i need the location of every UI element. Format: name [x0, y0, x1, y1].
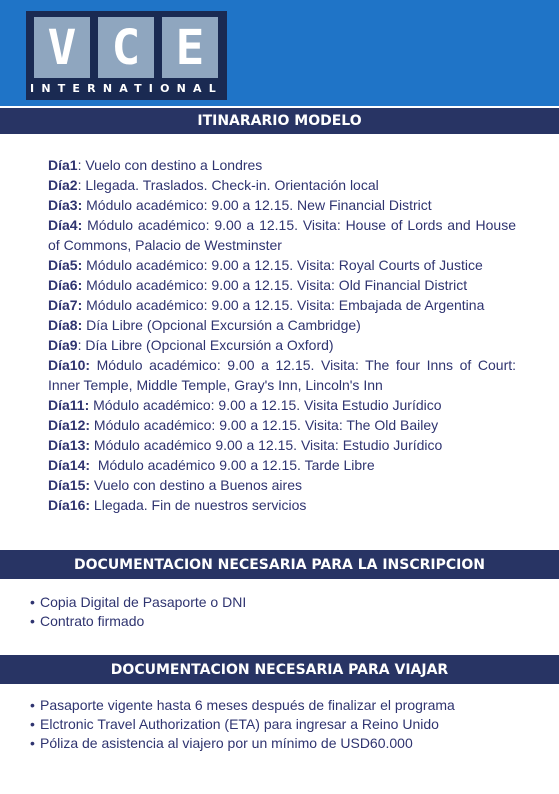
itinerary-item [48, 455, 516, 475]
itinerary-item [48, 295, 516, 315]
itinerary-item [48, 315, 516, 335]
itinerary-day-label: Día16: [48, 497, 91, 513]
itinerary-day-label: Día12: [48, 417, 91, 433]
bullet-icon: • [30, 613, 35, 629]
itinerary-day-label: Día13: [48, 437, 91, 453]
logo-subtitle: INTERNATIONAL [30, 82, 223, 95]
doc-list-item [30, 715, 540, 734]
itinerary-text: Módulo académico: 9.00 a 12.15. Visita Estudio Jurídico [93, 397, 442, 413]
doc-list-text: Elctronic Travel Authorization (ETA) para ingresar a Reino Unido [40, 716, 439, 732]
inscription-title-bar: DOCUMENTACION NECESARIA PARA LA INSCRIPCION [0, 550, 559, 579]
itinerary-separator: : [77, 337, 86, 353]
itinerary-separator [90, 457, 98, 473]
itinerary-item [48, 215, 516, 255]
doc-list-item [30, 734, 540, 753]
itinerary-separator: : [77, 157, 86, 173]
itinerary-item [48, 255, 516, 275]
itinerary-item [48, 495, 516, 515]
itinerary-title-bar: ITINARARIO MODELO [0, 108, 559, 134]
itinerary-text: Módulo académico: 9.00 a 12.15. Visita: Royal Courts of Justice [86, 257, 483, 273]
itinerary-text: Módulo académico 9.00 a 12.15. Tarde Libre [97, 457, 375, 473]
logo-letter-c: C [98, 17, 154, 78]
itinerary-day-label: Día5: [48, 257, 83, 273]
itinerary-text: Vuelo con destino a Londres [85, 157, 263, 173]
itinerary-item [48, 435, 516, 455]
itinerary-day-label: Día8: [48, 317, 83, 333]
itinerary-item [48, 175, 516, 195]
itinerary-item [48, 335, 516, 355]
itinerary-day-label: Día11: [48, 397, 90, 413]
doc-list-item [30, 696, 540, 715]
logo-letter-v: V [34, 17, 90, 78]
doc-list-text: Contrato firmado [40, 613, 145, 629]
itinerary-day-label: Día3: [48, 197, 83, 213]
itinerary-day-label: Día2 [48, 177, 78, 193]
inscription-docs-list [30, 593, 540, 631]
itinerary-text: Día Libre (Opcional Excursión a Cambridge) [86, 317, 361, 333]
itinerary-item [48, 475, 516, 495]
itinerary-text: Módulo académico: 9.00 a 12.15. New Financial District [86, 197, 432, 213]
header-band [0, 0, 559, 106]
itinerary-text: Módulo académico: 9.00 a 12.15. Visita: House of Lords and House of Commons, Palacio de Westminster [48, 217, 516, 253]
bullet-icon: • [30, 697, 35, 713]
itinerary-day-label: Día9 [48, 337, 78, 353]
itinerary-day-label: Día7: [48, 297, 83, 313]
doc-list-text: Póliza de asistencia al viajero por un mínimo de USD60.000 [40, 735, 413, 751]
itinerary-text: Módulo académico: 9.00 a 12.15. Visita: The four Inns of Court: Inner Temple, Middle Temple, Gray's Inn, Lincoln's Inn [48, 357, 517, 393]
logo-letter-e: E [162, 17, 218, 78]
itinerary-item [48, 415, 516, 435]
bullet-icon: • [30, 594, 35, 610]
itinerary-item [48, 275, 516, 295]
itinerary-day-label: Día15: [48, 477, 91, 493]
itinerary-separator [90, 357, 97, 373]
itinerary-text: Módulo académico: 9.00 a 12.15. Visita: Old Financial District [86, 277, 468, 293]
itinerary-day-label: Día1 [48, 157, 78, 173]
bullet-icon: • [30, 735, 35, 751]
itinerary-item [48, 395, 516, 415]
itinerary-day-label: Día14: [48, 457, 91, 473]
doc-list-text: Copia Digital de Pasaporte o DNI [40, 594, 247, 610]
itinerary-day-label: Día4: [48, 217, 83, 233]
itinerary-item [48, 195, 516, 215]
itinerary-text: Módulo académico: 9.00 a 12.15. Visita: Embajada de Argentina [86, 297, 485, 313]
itinerary-text: Módulo académico: 9.00 a 12.15. Visita: The Old Bailey [93, 417, 439, 433]
doc-list-text: Pasaporte vigente hasta 6 meses después de finalizar el programa [40, 697, 455, 713]
itinerary-text: Día Libre (Opcional Excursión a Oxford) [85, 337, 334, 353]
bullet-icon: • [30, 716, 35, 732]
travel-docs-list [30, 696, 540, 753]
itinerary-separator: : [77, 177, 86, 193]
vce-logo [26, 11, 227, 100]
itinerary-text: Vuelo con destino a Buenos aires [93, 477, 302, 493]
doc-list-item [30, 593, 540, 612]
doc-list-item [30, 612, 540, 631]
itinerary-text: Llegada. Fin de nuestros servicios [93, 497, 307, 513]
itinerary-day-label: Día10: [48, 357, 91, 373]
itinerary-day-label: Día6: [48, 277, 83, 293]
itinerary-list [48, 155, 516, 515]
itinerary-text: Módulo académico 9.00 a 12.15. Visita: Estudio Jurídico [93, 437, 443, 453]
itinerary-item [48, 155, 516, 175]
itinerary-text: Llegada. Traslados. Check-in. Orientación local [85, 177, 379, 193]
travel-title-bar: DOCUMENTACION NECESARIA PARA VIAJAR [0, 655, 559, 684]
itinerary-item [48, 355, 516, 395]
